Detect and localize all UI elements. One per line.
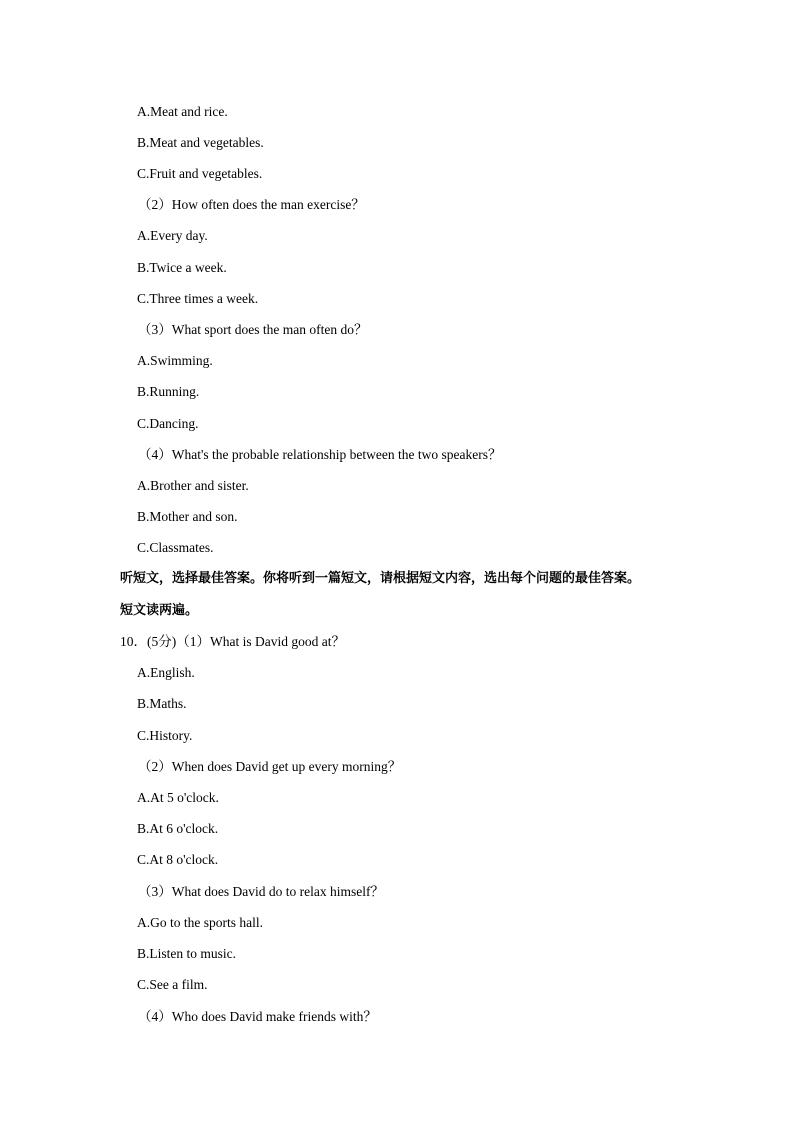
option-b: B.Maths.: [137, 696, 187, 711]
option-b: B.Mother and son.: [137, 509, 238, 524]
option-a: A.Go to the sports hall.: [137, 915, 263, 930]
option-a: A.Every day.: [137, 228, 208, 243]
option-c: C.Classmates.: [137, 540, 214, 555]
option-b: B.At 6 o'clock.: [137, 821, 219, 836]
option-b: B.Meat and vegetables.: [137, 135, 264, 150]
question-3: （3）What sport does the man often do？: [138, 322, 368, 337]
option-c: C.Three times a week.: [137, 291, 259, 306]
option-a: A.Meat and rice.: [137, 104, 228, 119]
option-c: C.See a film.: [137, 977, 208, 992]
option-a: A.English.: [137, 665, 195, 680]
question-10-part-1: 10．(5分)（1）What is David good at？: [120, 634, 345, 649]
option-c: C.Dancing.: [137, 416, 199, 431]
question-4: （4）What's the probable relationship between the two speakers？: [138, 447, 502, 462]
option-a: A.Brother and sister.: [137, 478, 249, 493]
option-c: C.At 8 o'clock.: [137, 852, 219, 867]
option-b: B.Running.: [137, 384, 200, 399]
section-instruction-continued: 短文读两遍。: [120, 603, 199, 618]
option-c: C.History.: [137, 728, 193, 743]
question-4: （4）Who does David make friends with？: [138, 1009, 377, 1024]
question-2: （2）When does David get up every morning？: [138, 759, 402, 774]
question-2: （2）How often does the man exercise？: [138, 197, 365, 212]
option-a: A.At 5 o'clock.: [137, 790, 219, 805]
question-3: （3）What does David do to relax himself？: [138, 884, 384, 899]
option-b: B.Twice a week.: [137, 260, 227, 275]
option-a: A.Swimming.: [137, 353, 213, 368]
section-instruction: 听短文，选择最佳答案。你将听到一篇短文，请根据短文内容，选出每个问题的最佳答案。: [120, 571, 641, 586]
option-c: C.Fruit and vegetables.: [137, 166, 263, 181]
option-b: B.Listen to music.: [137, 946, 236, 961]
